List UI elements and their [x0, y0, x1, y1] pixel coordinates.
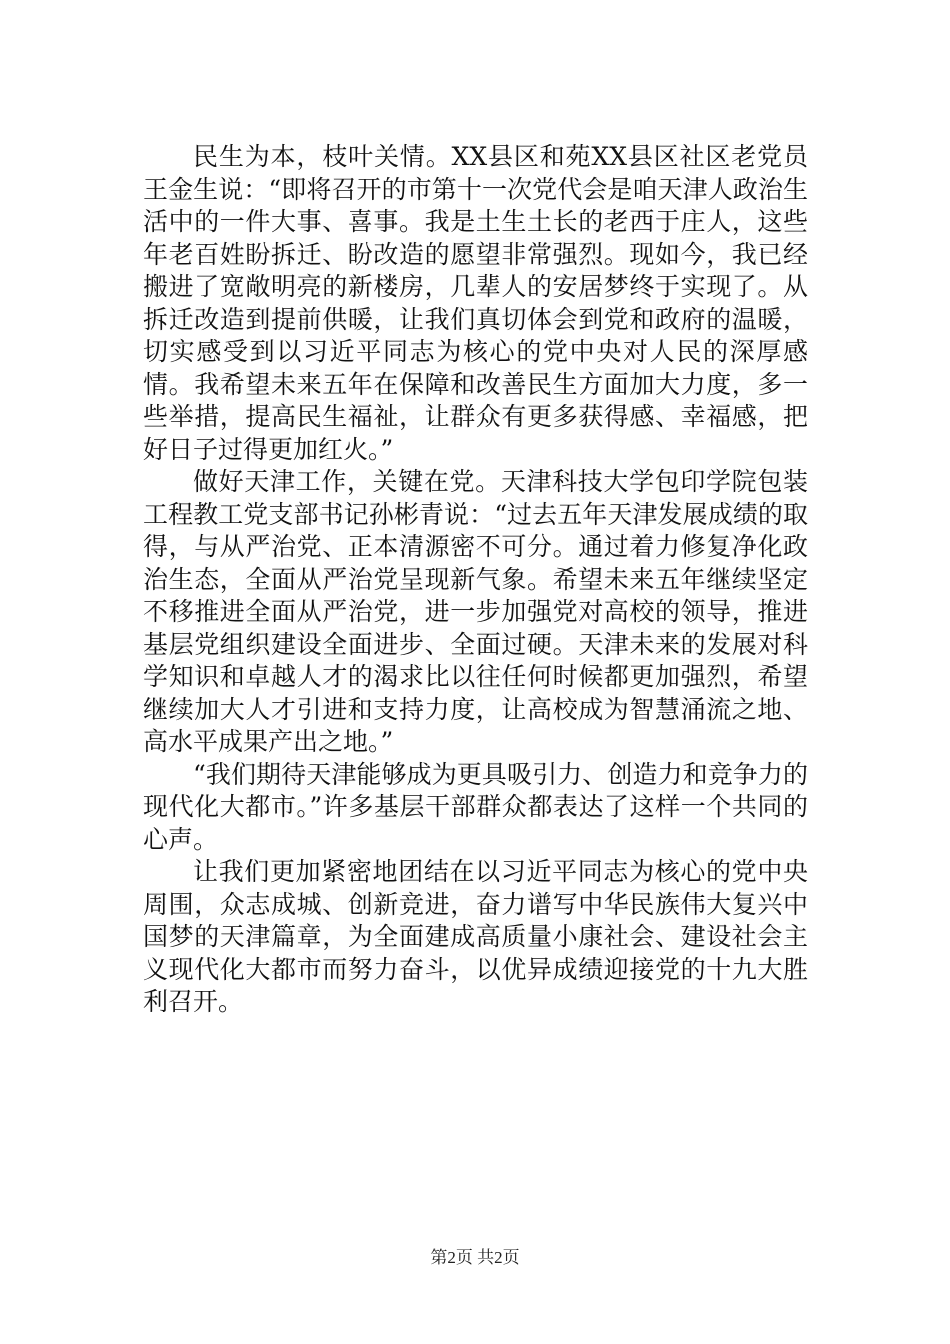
document-body: [143, 141, 808, 1019]
paragraph-party-building: 做好天津工作，关键在党。天津科技大学包印学院包装工程教工党支部书记孙彬青说：“过去五年天津发展成绩的取得，与从严治党、正本清源密不可分。通过着力修复净化政治生态，全面从严治党呈现新气象。希望未来五年继续坚定不移推进全面从严治党，进一步加强党对高校的领导，推进基层党组织建设全面进步、全面过硬。天津未来的发展对科学知识和卓越人才的渴求比以往任何时候都更加强烈，希望继续加大人才引进和支持力度，让高校成为智慧涌流之地、高水平成果产出之地。”: [143, 467, 808, 756]
paragraph-common-wish: “我们期待天津能够成为更具吸引力、创造力和竞争力的现代化大都市。”许多基层干部群众都表达了这样一个共同的心声。: [143, 759, 808, 854]
paragraph-livelihood: 民生为本，枝叶关情。XX县区和苑XX县区社区老党员王金生说：“即将召开的市第十一次党代会是咱天津人政治生活中的一件大事、喜事。我是土生土长的老西于庄人，这些年老百姓盼拆迁、盼改造的愿望非常强烈。现如今，我已经搬进了宽敞明亮的新楼房，几辈人的安居梦终于实现了。从拆迁改造到提前供暖，让我们真切体会到党和政府的温暖，切实感受到以习近平同志为核心的党中央对人民的深厚感情。我希望未来五年在保障和改善民生方面加大力度，多一些举措，提高民生福祉，让群众有更多获得感、幸福感，把好日子过得更加红火。”: [143, 142, 808, 464]
page-number-footer: 第2页 共2页: [430, 1248, 520, 1267]
paragraph-closing: 让我们更加紧密地团结在以习近平同志为核心的党中央周围，众志成城、创新竞进，奋力谱写中华民族伟大复兴中国梦的天津篇章，为全面建成高质量小康社会、建设社会主义现代化大都市而努力奋斗，以优异成绩迎接党的十九大胜利召开。: [143, 857, 808, 1016]
